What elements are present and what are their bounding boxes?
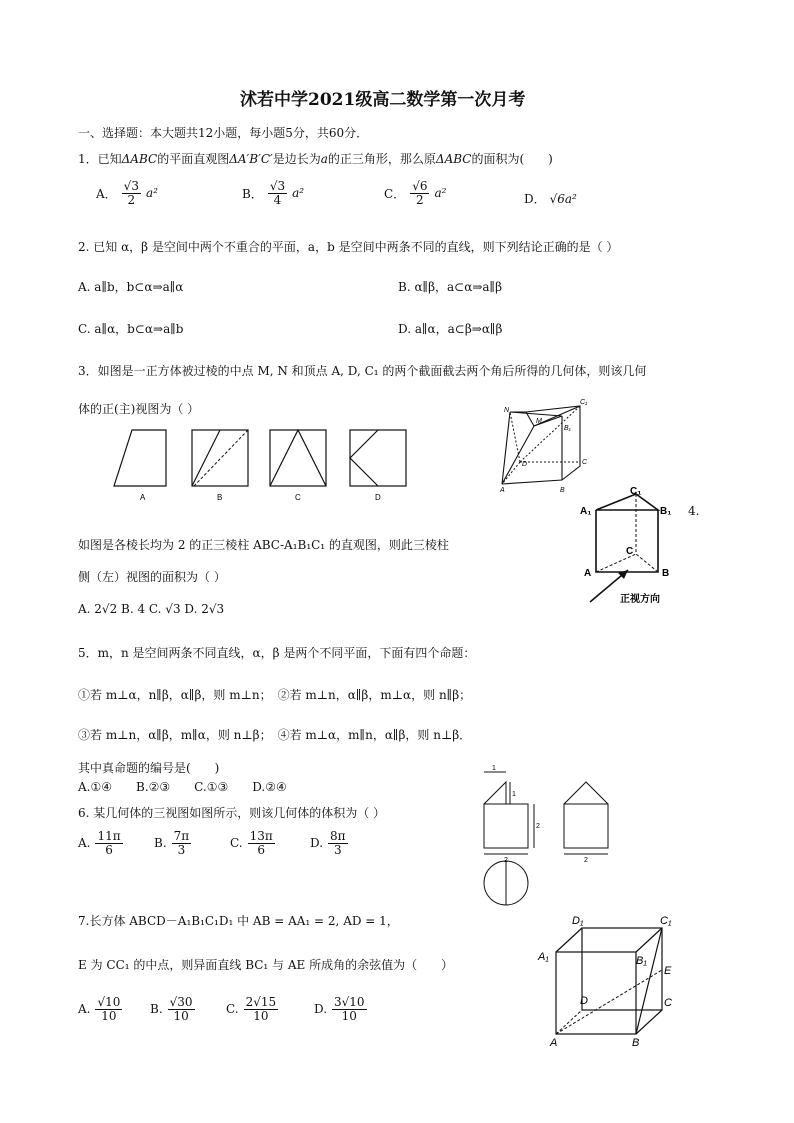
q7-option-c[interactable]: C. $\frac{2√15}{10}$ (226, 995, 277, 1023)
q1-option-b[interactable]: B． $\frac{√3}{4}$ a² (242, 179, 305, 207)
svg-text:B: B (662, 568, 670, 579)
svg-text:C₁: C₁ (580, 399, 588, 406)
svg-text:B: B (632, 1037, 640, 1049)
q3-choice-figures (110, 428, 410, 503)
q7-option-b[interactable]: B. $\frac{√30}{10}$ (150, 995, 193, 1023)
svg-text:B: B (560, 487, 565, 494)
svg-text:正视方向: 正视方向 (620, 594, 660, 605)
q3-figure-d[interactable] (350, 430, 406, 502)
q2-stem: 2. 已知 α，β 是空间中两个不重合的平面，a，b 是空间中两条不同的直线，则下列结论正确的是（ ） (78, 240, 619, 254)
section-heading: 一、选择题：本大题共12小题，每小题5分，共60分． (78, 126, 369, 140)
svg-text:C₁: C₁ (660, 915, 672, 927)
q5-stem: 5．m，n 是空间两条不同直线，α，β 是两个不同平面，下面有四个命题： (78, 646, 476, 660)
svg-text:C: C (582, 459, 588, 466)
q1-option-c[interactable]: C． $\frac{√6}{2}$ a² (384, 179, 447, 207)
q4-options[interactable]: A. 2√2 B. 4 C. √3 D. 2√3 (78, 602, 225, 616)
svg-text:C: C (626, 546, 634, 557)
q6-top-view (484, 861, 528, 905)
svg-text:1: 1 (512, 791, 516, 798)
q7-option-a[interactable]: A. $\frac{√10}{10}$ (78, 995, 121, 1023)
svg-text:B: B (217, 493, 223, 502)
q3-figure-c[interactable] (270, 430, 326, 502)
svg-text:B₁: B₁ (564, 425, 571, 432)
svg-text:D: D (522, 461, 528, 468)
q3-stem-line2: 体的正(主)视图为（ ） (78, 402, 200, 416)
svg-text:2: 2 (584, 857, 588, 864)
q1-option-a[interactable]: A． $\frac{√3}{2}$ a² (96, 179, 158, 207)
q2-option-d[interactable]: D. a∥α，a⊂β⇒α∥β (398, 322, 503, 336)
q3-cube-figure (500, 398, 600, 494)
q2-option-c[interactable]: C. a∥α，b⊂α⇒a∥b (78, 322, 184, 336)
svg-text:B₁: B₁ (636, 955, 647, 967)
svg-text:2: 2 (504, 857, 508, 864)
q1-option-d[interactable]: D． √6a² (524, 191, 577, 206)
svg-text:A: A (550, 1037, 558, 1049)
svg-text:E: E (664, 965, 672, 977)
svg-text:C: C (664, 997, 672, 1009)
q3-stem-line1: 3．如图是一正方体被过棱的中点 M, N 和顶点 A, D, C₁ 的两个截面截去两个角后所得的几何体，则该几何 (78, 364, 647, 378)
q4-prism-figure (580, 484, 690, 608)
q3-figure-a[interactable] (114, 430, 166, 502)
svg-text:C₁: C₁ (630, 486, 642, 497)
q6-option-d[interactable]: D. $\frac{8\pi}{3}$ (310, 829, 346, 857)
svg-text:2: 2 (536, 823, 540, 830)
svg-text:D₁: D₁ (572, 915, 584, 927)
svg-text:N: N (504, 407, 510, 414)
q6-side-view (564, 782, 608, 864)
page-title: 沭若中学2021级高二数学第一次月考 (240, 90, 526, 110)
q4-number: 4. (688, 504, 700, 518)
q6-option-c[interactable]: C. $\frac{13\pi}{6}$ (230, 829, 273, 857)
svg-text:A₁: A₁ (538, 951, 549, 963)
q2-option-a[interactable]: A. a∥b，b⊂α⇒a∥α (78, 280, 184, 294)
q7-stem-line1: 7.长方体 ABCD－A₁B₁C₁D₁ 中 AB = AA₁ = 2, AD = 1， (78, 914, 399, 928)
svg-text:B₁: B₁ (660, 506, 672, 517)
q6-option-a[interactable]: A. $\frac{11\pi}{6}$ (78, 829, 121, 857)
q4-stem-line2: 侧（左）视图的面积为（ ） (78, 570, 226, 584)
svg-text:A₁: A₁ (580, 506, 592, 517)
svg-text:1: 1 (492, 765, 496, 772)
svg-text:D: D (375, 493, 381, 502)
q5-question: 其中真命题的编号是( ) (78, 761, 220, 775)
q7-option-d[interactable]: D. $\frac{3√10}{10}$ (314, 995, 365, 1023)
svg-text:A: A (140, 493, 146, 502)
q5-propositions-3-4: ③若 m⊥n，α∥β，m∥α，则 n⊥β； ④若 m⊥α，m∥n，α∥β，则 n⊥β． (78, 728, 472, 742)
q4-stem-line1: 如图是各棱长均为 2 的正三棱柱 ABC-A₁B₁C₁ 的直观图，则此三棱柱 (78, 538, 449, 552)
svg-text:M: M (536, 418, 542, 425)
q6-three-view-figure (480, 762, 620, 912)
svg-text:A: A (584, 568, 592, 579)
q5-options[interactable]: A.①④ B.②③ C.①③ D.②④ (78, 780, 287, 794)
svg-text:A: A (500, 487, 505, 494)
q6-stem: 6. 某几何体的三视图如图所示，则该几何体的体积为（ ） (78, 806, 386, 820)
q3-figure-b[interactable] (192, 430, 248, 502)
q1-stem: 1．已知ΔABC的平面直观图ΔA′B′C′是边长为a的正三角形，那么原ΔABC的面积为( ) (78, 152, 553, 166)
svg-text:D: D (580, 995, 588, 1007)
q7-stem-line2: E 为 CC₁ 的中点，则异面直线 BC₁ 与 AE 所成角的余弦值为（ ） (78, 958, 454, 972)
q2-option-b[interactable]: B. α∥β，a⊂α⇒a∥β (398, 280, 503, 294)
q6-option-b[interactable]: B. $\frac{7\pi}{3}$ (154, 829, 190, 857)
q6-front-view (484, 765, 540, 864)
q5-propositions-1-2: ①若 m⊥α，n∥β，α∥β，则 m⊥n； ②若 m⊥n，α∥β，m⊥α，则 n∥β； (78, 688, 472, 702)
q7-cuboid-figure (536, 910, 686, 1050)
svg-text:C: C (295, 493, 301, 502)
